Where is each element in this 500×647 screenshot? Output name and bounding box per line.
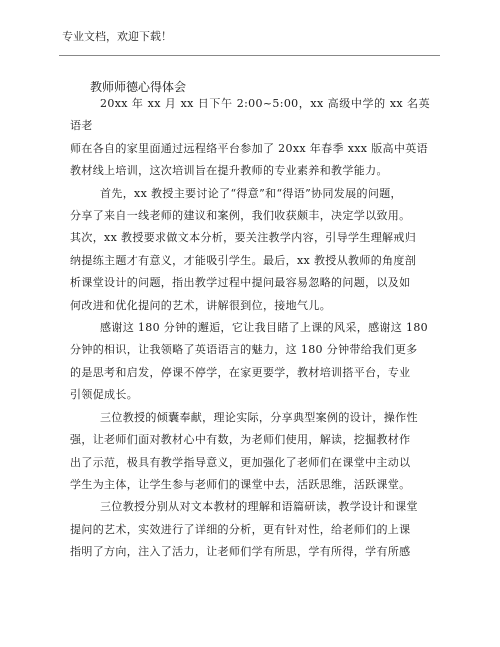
header-divider <box>59 55 440 56</box>
page-header-text: 专业文档，欢迎下载！ <box>62 30 172 43</box>
paragraph-contribution: 三位教授的倾囊奉献，理论实际，分享典型案例的设计，操作性 强，让老师们面对教材心中有数，为老师们使用，解读，挖掘教材作 出了示范，极具有教学指导意义，更加强化了老师们在课堂中主动以 学生为主体，让学生参与老师们的课堂中去，活跃思维，活跃课堂。 <box>70 410 418 491</box>
paragraph-gratitude: 感谢这 180 分钟的邂逅，它让我目睹了上课的风采，感谢这 180 分钟的相识，让我领略了英语语言的魅力，这 180 分钟带给我们更多 的是思考和启发，停课不停学，在家更要学，教材培训搭平台，专业 引领促成长。 <box>70 321 429 402</box>
paragraph-training-intro: 20xx 年 xx 月 xx 日下午 2:00~5:00，xx 高级中学的 xx 名英语老 师在各自的家里面通过远程络平台参加了 20xx 年春季 xxx 版高中英语 教材线上培训，这次培训旨在提升教师的专业素养和教学能力。 <box>70 97 430 178</box>
document-body <box>70 93 430 564</box>
paragraph-lecture-content: 首先，xx 教授主要讨论了“得意”和“得语”协同发展的问题， 分享了来自一线老师的建议和案例，我们收获颇丰，决定学以致用。 其次，xx 教授要求做文本分析，要关注教学内容，引导学生理解戒归 纳提练主题才有意义，才能吸引学生。最后，xx 教授从教师的角度剖 析课堂设计的问题，指出教学过程中提问最容易忽略的问题，以及如 何改进和优化提问的艺术，讲解很到位，接地气儿。 <box>70 186 417 312</box>
paragraph-analysis: 三位教授分别从对文本教材的理解和语篇研读，教学设计和课堂 提问的艺术，实效进行了详细的分析，更有针对性，给老师们的上课 指明了方向，注入了活力，让老师们学有所思，学有所得，学有所感 <box>70 500 418 559</box>
document-title: 教师师德心得体会 <box>90 80 187 94</box>
